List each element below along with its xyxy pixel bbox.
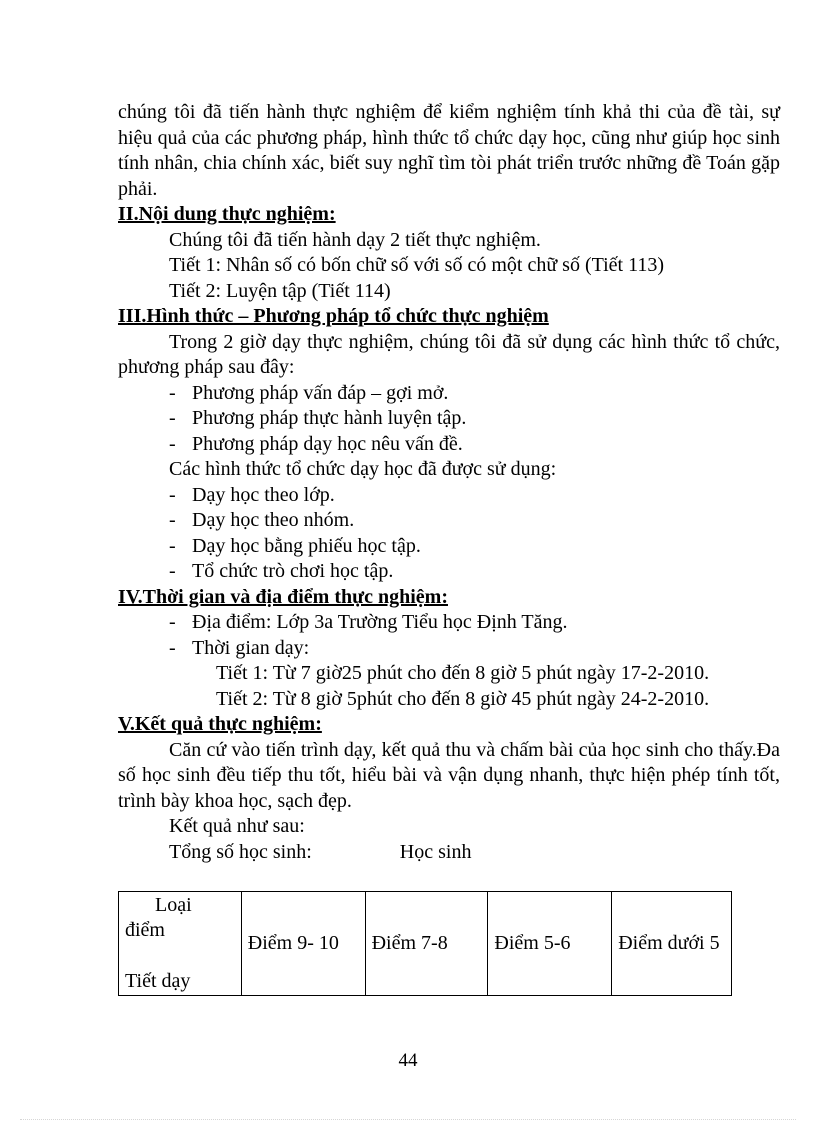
- total-students-line: [118, 840, 780, 866]
- section-2-line: Chúng tôi đã tiến hành dạy 2 tiết thực nghiệm.: [169, 228, 541, 251]
- table-corner-cell: [119, 892, 242, 996]
- bullet-dash: -: [169, 636, 176, 659]
- bullet-dash: -: [169, 534, 176, 557]
- bullet-dash: -: [169, 560, 176, 582]
- method-text: Phương pháp dạy học nêu vấn đề.: [192, 432, 463, 455]
- method-list-item: [118, 381, 780, 407]
- form-text: Dạy học theo lớp.: [192, 483, 335, 506]
- section-2-line: Tiết 2: Luyện tập (Tiết 114): [169, 279, 391, 302]
- form-list-item: [118, 508, 780, 534]
- intro-paragraph: chúng tôi đã tiến hành thực nghiệm để kiểm nghiệm tính khả thi của đề tài, sự hiệu quả của các phương pháp, hình thức tổ chức dạy học, cũng như giúp học sinh tính nhân, chia chính xác, biết suy nghĩ tìm tòi phát triển trước những đề Toán gặp phải.: [118, 101, 780, 200]
- session-line: Tiết 2: Từ 8 giờ 5phút cho đến 8 giờ 45 phút ngày 24-2-2010.: [216, 687, 710, 710]
- method-text: Phương pháp vấn đáp – gợi mở.: [192, 381, 449, 404]
- time-list-item: [118, 636, 780, 662]
- form-list-item: [118, 559, 780, 585]
- document-page: [118, 100, 780, 996]
- method-list-item: [118, 406, 780, 432]
- form-list-item: [118, 534, 780, 560]
- total-unit: Học sinh: [399, 840, 472, 863]
- results-table: [118, 891, 732, 996]
- place-list-item: [118, 610, 780, 636]
- corner-label-top: Loại: [155, 893, 192, 916]
- time-label: Thời gian dạy:: [192, 636, 310, 659]
- section-2-line: Tiết 1: Nhân số có bốn chữ số với số có một chữ số (Tiết 113): [169, 254, 665, 276]
- bullet-dash: -: [169, 611, 176, 633]
- table-header-cell: Điểm 5-6: [488, 892, 612, 996]
- method-list-item: [118, 432, 780, 458]
- form-list-item: [118, 483, 780, 509]
- method-text: Phương pháp thực hành luyện tập.: [192, 407, 467, 429]
- bullet-dash: -: [169, 483, 176, 506]
- table-header-cell: Điểm 7-8: [365, 892, 488, 996]
- bullet-dash: -: [169, 509, 176, 531]
- bullet-dash: -: [169, 381, 176, 404]
- section-3-heading: III.Hình thức – Phương pháp tổ chức thực nghiệm: [118, 305, 549, 327]
- section-4-heading: IV.Thời gian và địa điểm thực nghiệm:: [118, 585, 448, 608]
- section-3-paragraph: Trong 2 giờ dạy thực nghiệm, chúng tôi đã sử dụng các hình thức tổ chức, phương pháp sau đây:: [118, 330, 780, 378]
- corner-label-middle: điểm: [125, 919, 165, 941]
- section-2-heading: II.Nội dung thực nghiệm:: [118, 203, 336, 225]
- page-number: 44: [398, 1050, 418, 1071]
- form-text: Tổ chức trò chơi học tập.: [192, 560, 394, 582]
- session-line: Tiết 1: Từ 7 giờ25 phút cho đến 8 giờ 5 phút ngày 17-2-2010.: [216, 662, 710, 684]
- result-label: Kết quả như sau:: [169, 815, 305, 837]
- table-header-cell: Điểm 9- 10: [241, 892, 365, 996]
- corner-label-bottom: Tiết dạy: [125, 970, 191, 992]
- section-5-paragraph: Căn cứ vào tiến trình dạy, kết quả thu và chấm bài của học sinh cho thấy.Đa số học sinh đều tiếp thu tốt, hiểu bài và vận dụng nhanh, thực hiện phép tính tốt, trình bày khoa học, sạch đẹp.: [118, 738, 780, 812]
- table-header-cell: Điểm dưới 5: [612, 892, 732, 996]
- form-text: Dạy học bằng phiếu học tập.: [192, 534, 421, 557]
- table-row: [119, 892, 732, 996]
- place-text: Địa điểm: Lớp 3a Trường Tiểu học Định Tăng.: [192, 611, 568, 633]
- forms-intro: Các hình thức tổ chức dạy học đã được sử dụng:: [169, 458, 557, 480]
- page-divider: [20, 1119, 796, 1120]
- bullet-dash: -: [169, 407, 176, 429]
- bullet-dash: -: [169, 432, 176, 455]
- total-label: Tổng số học sinh:: [169, 840, 312, 863]
- form-text: Dạy học theo nhóm.: [192, 509, 355, 531]
- section-5-heading: V.Kết quả thực nghiệm:: [118, 713, 322, 735]
